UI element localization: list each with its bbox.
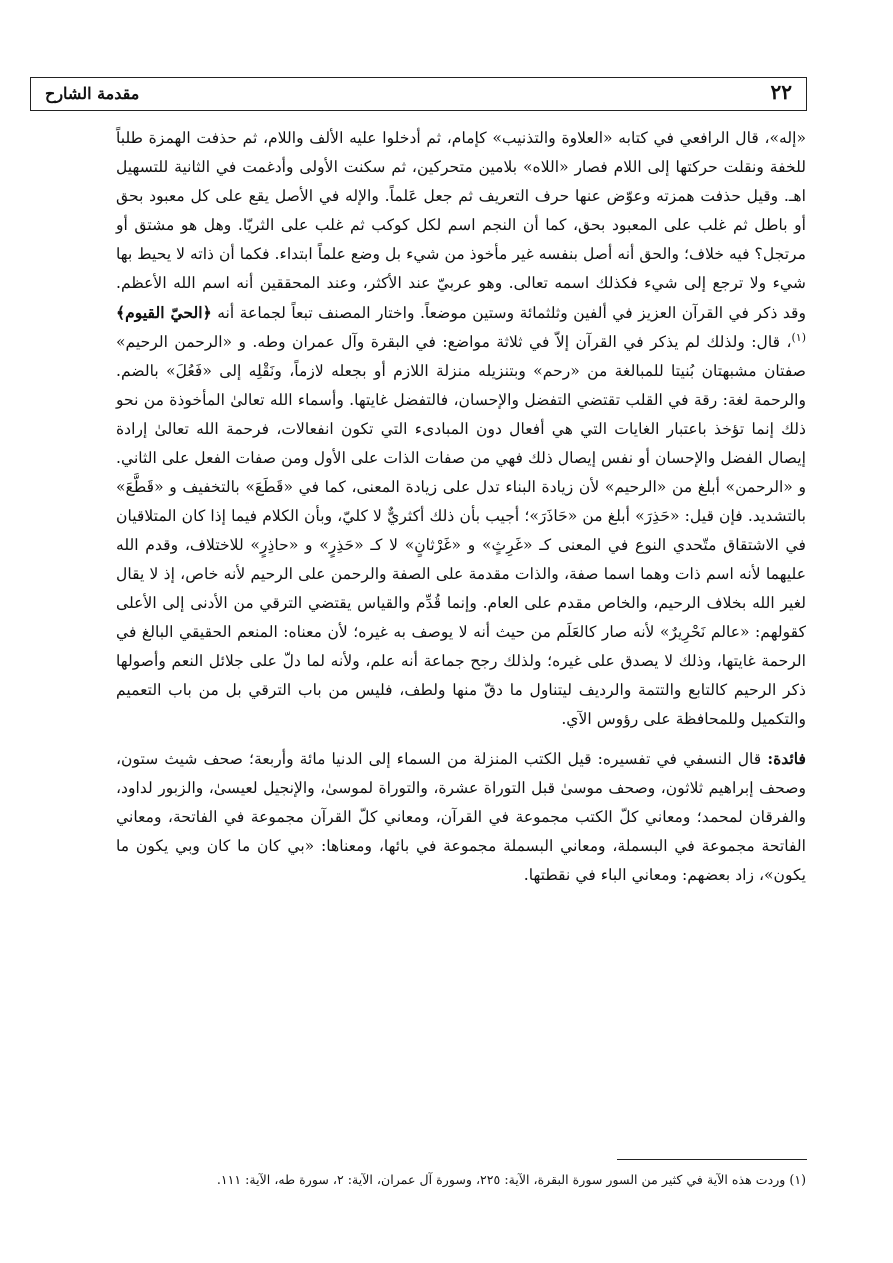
- header-title: مقدمة الشارح: [45, 84, 140, 103]
- page-number: ٢٢: [770, 80, 792, 104]
- quran-quote: ﴿الحيّ القيوم﴾: [116, 303, 212, 322]
- paragraph-2: [116, 744, 806, 890]
- footnote-reference[interactable]: (١): [791, 330, 806, 344]
- footnote-marker: (١): [789, 1172, 806, 1187]
- running-header: [30, 77, 807, 111]
- footnote-text: وردت هذه الآية في كثير من السور سورة البقرة، الآية: ٢٢٥، وسورة آل عمران، الآية: ٢، سورة طه، الآية: ١١١.: [216, 1172, 786, 1187]
- footnote: [116, 1170, 806, 1190]
- paragraph-2-text: قال النسفي في تفسيره: قيل الكتب المنزلة من السماء إلى الدنيا مائة وأربعة؛ صحف شيث ستون، وصحف إبراهيم ثلاثون، وصحف موسىٰ قبل التوراة عشرة، والتوراة لموسىٰ، والإنجيل لعيسىٰ، والزبور لداود، والفرقان لمحمد؛ ومعاني كلّ الكتب مجموعة في القرآن، ومعاني كلّ القرآن مجموعة في الفاتحة، ومعاني الفاتحة مجموعة في البسملة، ومعاني البسملة مجموعة في بائها، ومعناها: «بي كان ما كان وبي يكون ما يكون»، زاد بعضهم: ومعاني الباء في نقطتها.: [116, 750, 806, 884]
- faida-label: فائدة:: [767, 749, 806, 768]
- footnote-divider: [617, 1159, 807, 1160]
- paragraph-1-part-2: ، قال: ولذلك لم يذكر في القرآن إلاّ في ثلاثة مواضع: في البقرة وآل عمران وطه. و «الرحمن الرحيم» صفتان مشبهتان بُنيتا للمبالغة من «رحم» وبتنزيله منزلة اللازم أو بجعله لازماً، ونَقْلِه إلى «فَعُلَ» بالضم. والرحمة لغة: رقة في القلب تقتضي التفضل والإحسان، فالتفضل غايتها. وأسماء الله تعالىٰ المأخوذة من نحو ذلك إنما تؤخذ باعتبار الغايات التي هي أفعال دون المبادىء التي تكون انفعالات، فرحمة الله تعالىٰ إرادة إيصال الفضل والإحسان أو نفس إيصال ذلك فهي من صفات الذات على الأول ومن صفات الفعل على الثاني. و «الرحمن» أبلغ من «الرحيم» لأن زيادة البناء تدل على زيادة المعنى، كما في «قَطَعَ» بالتخفيف و «قَطَّعَ» بالتشديد. فإن قيل: «حَذِرَ» أبلغ من «حَاذَرَ»؛ أجيب بأن ذلك أكثريٌّ لا كليّ، وبأن الكلام فيما إذا كان المتلاقيان في الاشتقاق متّحدي النوع في المعنى كـ «غَرِثٍ» و «غَرْثانٍ» لا كـ «حَذِرٍ» و «حاذِرٍ» للاختلاف، وقدم الله عليهما لأنه اسم ذات وهما اسما صفة، والذات مقدمة على الصفة والرحمن على الرحيم لأنه خاص، إذ لا يقال لغير الله بخلاف الرحيم، والخاص مقدم على العام. وإنما قُدِّم والقياس يقتضي الترقي من الأدنى إلى الأعلى كقولهم: «عالم نَحْرِيرٌ» لأنه صار كالعَلَم من حيث أنه لا يوصف به غيره؛ لأن معناه: المنعم الحقيقي البالغ في الرحمة غايتها، وذلك لا يصدق على غيره؛ ولذلك رجح جماعة أنه علم، ولأنه لما دلّ على جلائل النعم وأصولها ذكر الرحيم كالتابع والتتمة والرديف ليتناول ما دقّ منها ولطف، فليس من باب الترقي بل من باب التعميم والتكميل وللمحافظة على رؤوس الآي.: [116, 333, 806, 728]
- paragraph-1: [116, 124, 806, 734]
- paragraph-1-part-1: «إله»، قال الرافعي في كتابه «العلاوة والتذنيب» كإمام، ثم أدخلوا عليه الألف واللام، ثم حذفت الهمزة طلباً للخفة ونقلت حركتها إلى اللام فصار «اللاه» بلامين متحركين، ثم سكنت الأولى وأدغمت في الثانية للتسهيل اهـ. وقيل حذفت همزته وعوّض عنها حرف التعريف ثم جعل عَلماً. والإله في الأصل يقع على كل معبود بحق أو باطل ثم غلب على المعبود بحق، كما أن النجم اسم لكل كوكب ثم غلب على الثريّا. وهل هو مشتق أو مرتجل؟ فيه خلاف؛ والحق أنه أصل بنفسه غير مأخوذ من شيء بل وضع علماً ابتداء. فكما أن ذاته لا يحيط بها شيء ولا ترجع إلى شيء فكذلك اسمه تعالى. وهو عربيّ عند الأكثر، وعند المحققين أنه اسم الله الأعظم. وقد ذكر في القرآن العزيز في ألفين وثلثمائة وستين موضعاً. واختار المصنف تبعاً لجماعة أنه: [116, 129, 806, 322]
- main-text: [116, 124, 806, 890]
